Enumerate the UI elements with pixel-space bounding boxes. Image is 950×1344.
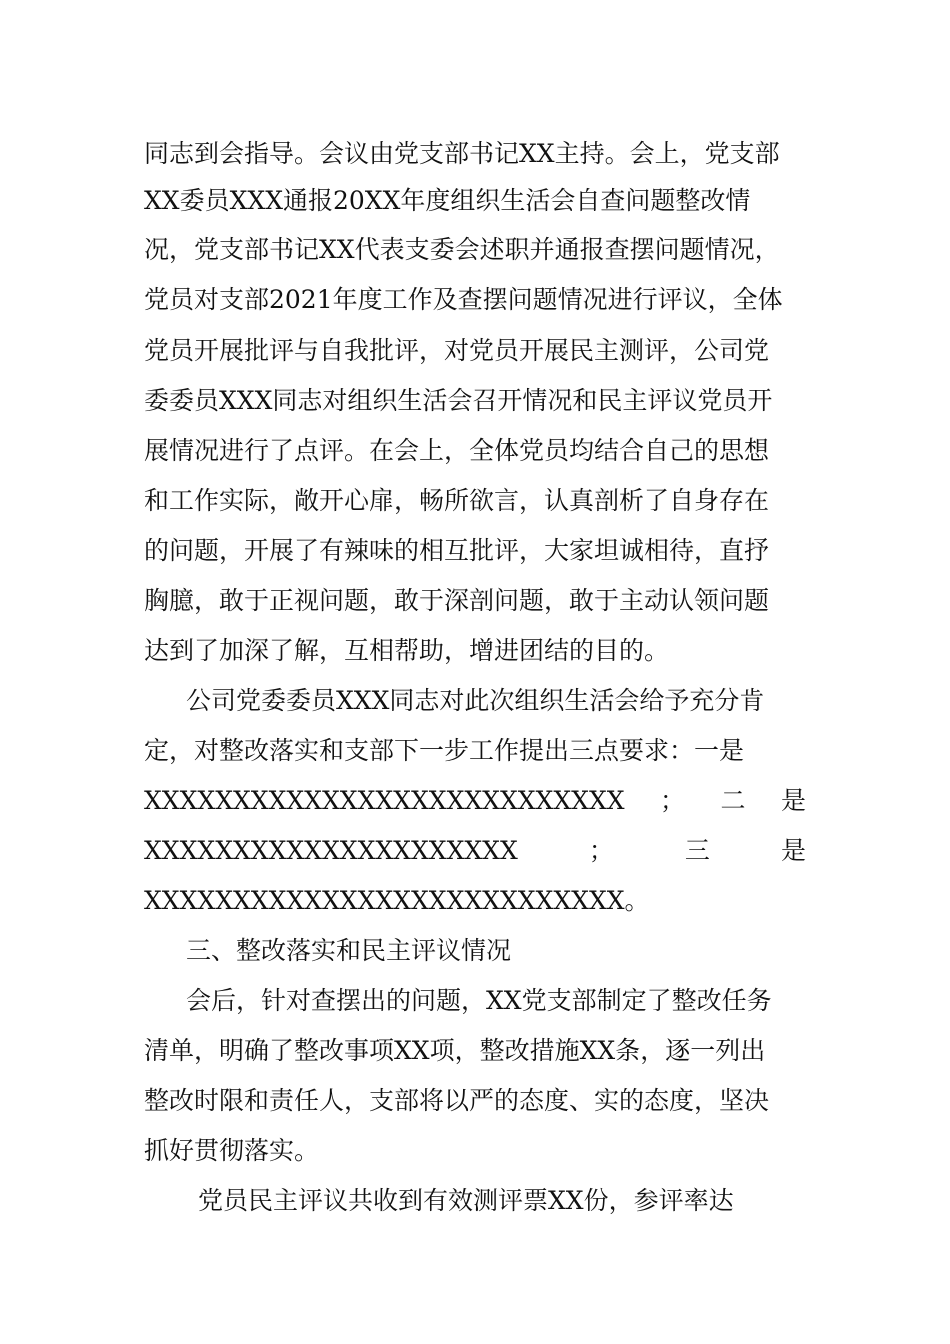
section-heading: 三、整改落实和民主评议情况 xyxy=(186,936,512,965)
requirement-line-3: XXXXXXXXXXXXXXXXXXXXXXXXXXX。 xyxy=(144,886,650,915)
body-line: 抓好贯彻落实。 xyxy=(144,1136,320,1165)
body-line: 展情况进行了点评。在会上，全体党员均结合自己的思想 xyxy=(144,436,770,465)
body-line: 党员开展批评与自我批评，对党员开展民主测评，公司党 xyxy=(144,336,770,365)
requirement-text: XXXXXXXXXXXXXXXXXXXXX xyxy=(144,836,518,865)
requirement-text: XXXXXXXXXXXXXXXXXXXXXXXXXXX xyxy=(144,786,625,815)
body-line: 和工作实际，敞开心扉，畅所欲言，认真剖析了自身存在 xyxy=(144,486,770,515)
body-line: 委委员XXX同志对组织生活会召开情况和民主评议党员开 xyxy=(144,386,773,415)
body-line: 党员对支部2021年度工作及查摆问题情况进行评议，全体 xyxy=(144,285,783,314)
body-line: 整改时限和责任人，支部将以严的态度、实的态度，坚决 xyxy=(144,1086,770,1115)
body-line: 定，对整改落实和支部下一步工作提出三点要求：一是 xyxy=(144,736,745,765)
ordinal-text: 三 xyxy=(684,836,710,865)
body-line: 况，党支部书记XX代表支委会述职并通报查摆问题情况， xyxy=(144,235,780,264)
body-line: 同志到会指导。会议由党支部书记XX主持。会上，党支部 xyxy=(144,139,780,168)
body-line: 的问题，开展了有辣味的相互批评，大家坦诚相待，直抒 xyxy=(144,536,770,565)
punctuation: ； xyxy=(660,786,686,815)
ordinal-text: 二 xyxy=(720,786,746,815)
paragraph-first-line: 党员民主评议共收到有效测评票XX份，参评率达 xyxy=(198,1186,734,1215)
body-line: XX委员XXX通报20XX年度组织生活会自查问题整改情 xyxy=(144,186,751,215)
body-line: 达到了加深了解，互相帮助，增进团结的目的。 xyxy=(144,636,670,665)
body-line: 胸臆，敢于正视问题，敢于深剖问题，敢于主动认领问题 xyxy=(144,586,770,615)
body-line: 清单，明确了整改事项XX项，整改措施XX条，逐一列出 xyxy=(144,1036,766,1065)
paragraph-first-line: 会后，针对查摆出的问题，XX党支部制定了整改任务 xyxy=(186,986,772,1015)
paragraph-first-line: 公司党委委员XXX同志对此次组织生活会给予充分肯 xyxy=(186,686,765,715)
punctuation: ； xyxy=(588,836,614,865)
ordinal-text: 是 xyxy=(780,786,806,815)
ordinal-text: 是 xyxy=(780,836,806,865)
requirement-line-1 xyxy=(144,783,806,819)
requirement-line-2 xyxy=(144,833,806,869)
